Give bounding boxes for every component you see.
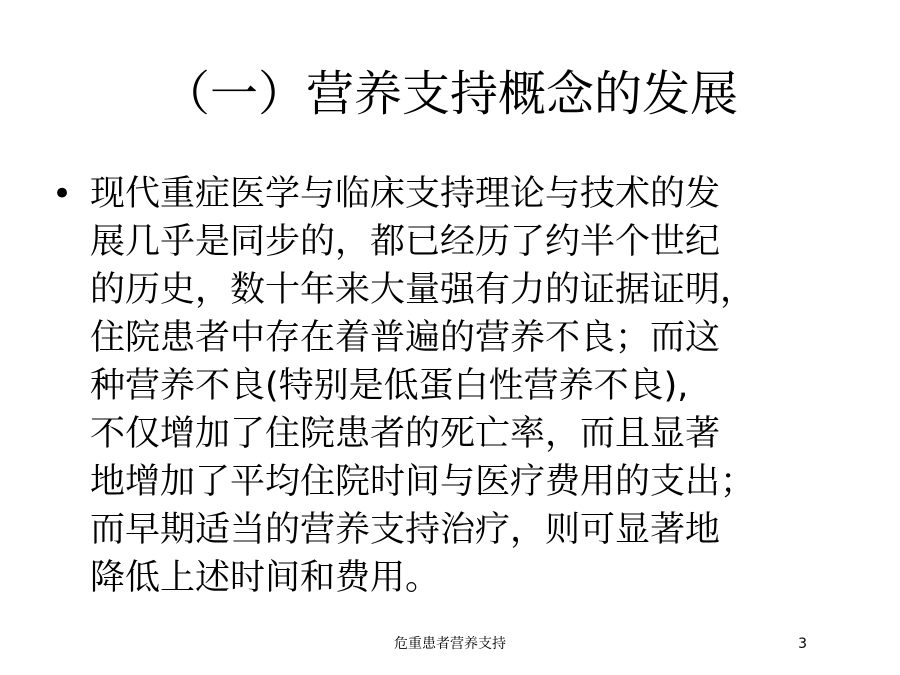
paragraph-line: 地增加了平均住院时间与医疗费用的支出； — [90, 462, 756, 502]
paragraph-text — [90, 170, 830, 602]
paragraph-line: 不仅增加了住院患者的死亡率，而且显著 — [90, 414, 721, 454]
bullet-marker: • — [52, 174, 73, 214]
page-number: 3 — [798, 636, 807, 652]
paragraph-line: 种营养不良(特别是低蛋白性营养不良), — [90, 366, 689, 406]
paragraph-line: 而早期适当的营养支持治疗，则可显著地 — [90, 510, 721, 550]
paragraph-line: 的历史，数十年来大量强有力的证据证明， — [90, 270, 756, 310]
paragraph-line: 现代重症医学与临床支持理论与技术的发 — [90, 174, 721, 214]
paragraph-line: 展几乎是同步的，都已经历了约半个世纪 — [90, 222, 721, 262]
paragraph-line: 住院患者中存在着普遍的营养不良；而这 — [90, 318, 721, 358]
footer-text: 危重患者营养支持 — [394, 636, 506, 652]
slide-title: （一）营养支持概念的发展 — [161, 66, 738, 122]
paragraph-line: 降低上述时间和费用。 — [90, 558, 441, 598]
